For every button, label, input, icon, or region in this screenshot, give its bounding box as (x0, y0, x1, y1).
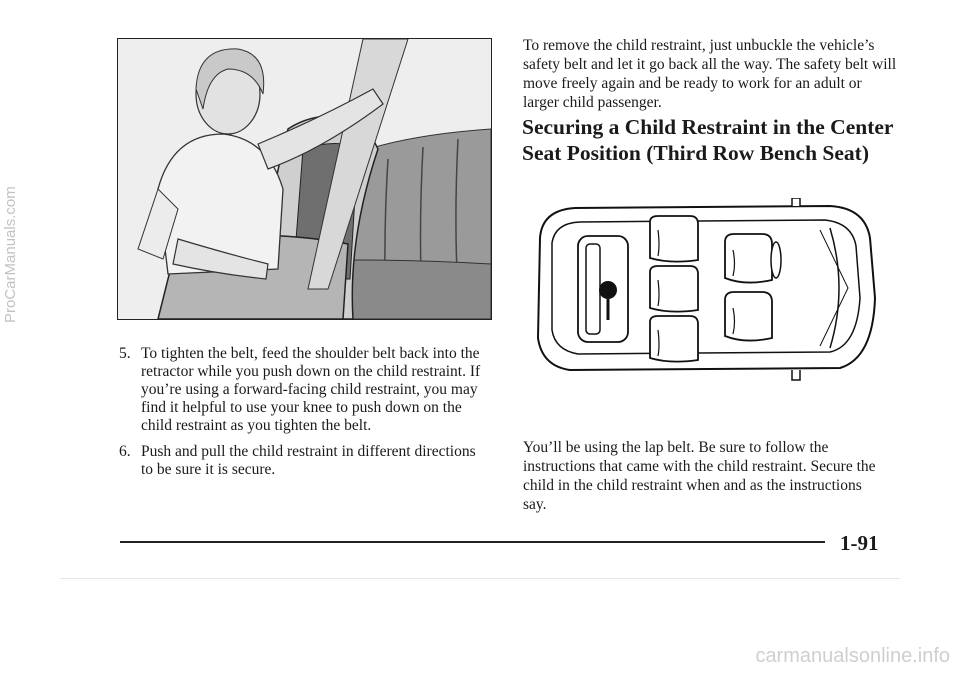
intro-paragraph: To remove the child restraint, just unbuckle the vehicle’s safety belt and let it go back all the way. The safety belt will move freely again and be ready to work for an adult or larger child passenger. (523, 37, 897, 111)
side-watermark: ProCarManuals.com (2, 186, 19, 324)
section-heading: Securing a Child Restraint in the Center Seat Position (Third Row Bench Seat) (522, 115, 894, 165)
van-top-view-icon (530, 198, 880, 384)
step-item (119, 443, 489, 479)
step-number: 6. (119, 443, 131, 460)
scan-edge-divider (60, 578, 900, 579)
child-restraint-photo (117, 38, 492, 320)
closing-paragraph: You’ll be using the lap belt. Be sure to follow the instructions that came with the child restraint. Secure the child in the child restraint when and as the instructions say. (523, 439, 876, 513)
bottom-watermark: carmanualsonline.info (755, 645, 950, 667)
footer-rule (120, 541, 825, 543)
step-item (119, 345, 489, 435)
seating-diagram (530, 198, 880, 384)
center-seat-marker-icon (599, 281, 617, 299)
page-number: 1-91 (840, 531, 879, 555)
step-text: To tighten the belt, feed the shoulder belt back into the retractor while you push down on the child restraint. If you’re using a forward-facing child restraint, you may find it helpful to use your knee to push down on the child restraint as you tighten the belt. (141, 345, 481, 434)
step-number: 5. (119, 345, 131, 362)
instruction-steps (119, 345, 489, 487)
child-restraint-illustration (118, 39, 491, 319)
step-text: Push and pull the child restraint in different directions to be sure it is secure. (141, 443, 476, 478)
